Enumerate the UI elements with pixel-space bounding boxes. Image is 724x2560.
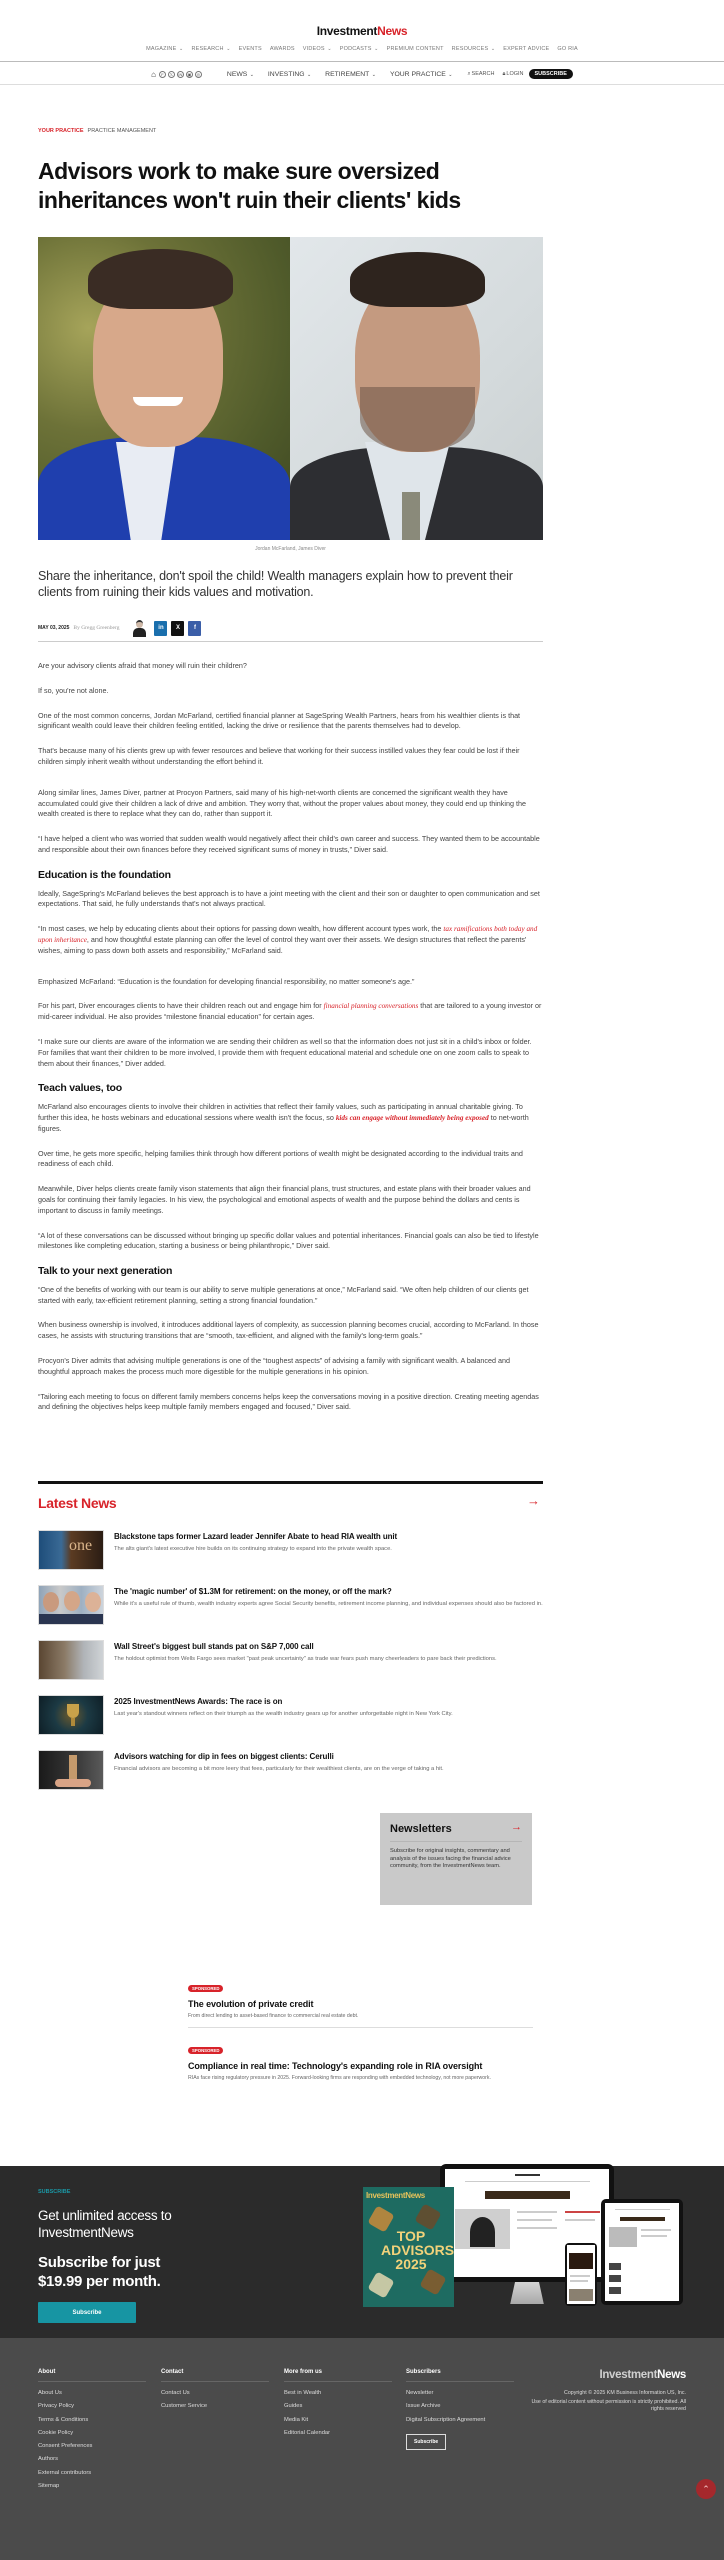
paragraph: “One of the benefits of working with our team is our ability to serve multiple generations at once,” McFarland said. “We often help children of our clients get started with early, tax-efficient retirement planning, setting a strong financial foundation.” xyxy=(38,1284,529,1305)
linkedin-icon[interactable]: IN xyxy=(178,71,183,77)
topnav-magazine[interactable] xyxy=(146,46,183,52)
instagram-icon[interactable]: ◎ xyxy=(196,71,201,77)
footer-column-about xyxy=(38,2369,146,2496)
article-dek: Share the inheritance, don't spoil the child! Wealth managers explain how to prevent their clients from ruining their kids values and motivation. xyxy=(38,569,513,599)
section-heading: Talk to your next generation xyxy=(38,1265,173,1278)
footer-column-title: About xyxy=(38,2369,146,2382)
paragraph: Ideally, SageSpring's McFarland believes the best approach is to have a joint meeting with the client and their son or daughter to open communication and set expectations. That said, he fully understands that's not always practical. xyxy=(38,888,540,909)
devices-promo-image xyxy=(363,2157,683,2327)
footer-link[interactable]: Cookie Policy xyxy=(38,2429,74,2436)
news-desc: Financial advisors are becoming a bit more leery that fees, particularly for their wealthiest clients, are on the verge of taking a hit. xyxy=(114,1766,444,1772)
text: to net-worth figures. xyxy=(38,1112,529,1133)
tablet-mockup xyxy=(601,2199,683,2305)
article-headline: Advisors work to make sure oversized inheritances won't ruin their clients' kids xyxy=(38,158,461,213)
byline xyxy=(38,619,201,637)
footer-column-title: Subscribers xyxy=(406,2369,514,2382)
chevron-down-icon: ⌄ xyxy=(372,46,379,52)
facebook-icon[interactable]: F xyxy=(159,71,166,78)
topnav-events[interactable]: EVENTS xyxy=(238,46,262,52)
footer-column-contact xyxy=(161,2369,269,2417)
image-caption: Jordan McFarland, James Diver xyxy=(255,546,326,552)
footer-link[interactable]: About Us xyxy=(38,2390,62,2396)
paragraph xyxy=(38,1102,543,1134)
text: , and how thoughtful estate planning can offer the level of control they want over their assets. We design structures that reflect the parents' wishes, aiming to pass down both assets and responsibility,” McFarland said. xyxy=(38,934,527,955)
mainnav-label: RETIREMENT xyxy=(325,70,370,78)
mainnav-label: YOUR PRACTICE xyxy=(389,70,446,78)
paragraph: When business ownership is involved, it introduces additional layers of complexity, as succession planning becomes crucial, according to McFarland. In those cases, he assists with structuring transitions that are “smooth, tax-efficient, and aligned with the family's long-term goals.” xyxy=(38,1320,539,1341)
newsletter-card[interactable] xyxy=(380,1813,532,1905)
lock-icon: 🔒︎ xyxy=(502,70,506,77)
news-item[interactable] xyxy=(38,1750,543,1805)
magazine-logo: InvestmentNews xyxy=(366,2191,425,2200)
divider xyxy=(390,1841,522,1842)
logo-text-investment: Investment xyxy=(316,24,378,38)
logo-text-investment: Investment xyxy=(599,2369,658,2381)
paragraph: Are your advisory clients afraid that money will ruin their children? xyxy=(38,661,247,670)
footer-link[interactable]: Contact Us xyxy=(161,2390,190,2396)
logo-text-news: News xyxy=(377,24,408,38)
share-x-button[interactable]: X xyxy=(171,621,184,636)
news-item[interactable] xyxy=(38,1695,543,1750)
subscribe-cta-button[interactable]: Subscribe xyxy=(38,2302,136,2323)
latest-news-list xyxy=(38,1530,543,1805)
main-navigation xyxy=(0,66,724,82)
sponsored-badge: SPONSORED xyxy=(188,2047,223,2054)
text: that are tailored to a young investor or mid-career individual. He also provides “milestone financial education” for certain ages. xyxy=(38,1001,542,1022)
mainnav-label: NEWS xyxy=(226,70,248,78)
section-heading: Education is the foundation xyxy=(38,868,171,881)
topnav-videos[interactable] xyxy=(303,46,332,52)
search-button[interactable] xyxy=(467,71,494,78)
news-title[interactable]: Blackstone taps former Lazard leader Jennifer Abate to head RIA wealth unit xyxy=(114,1532,398,1541)
topnav-research[interactable] xyxy=(191,46,230,52)
sponsored-item[interactable] xyxy=(188,2039,538,2081)
site-logo[interactable] xyxy=(0,24,724,38)
footer-link[interactable]: Best in Wealth xyxy=(284,2390,322,2396)
news-item[interactable] xyxy=(38,1530,543,1585)
news-desc: The holdout optimist from Wells Fargo sees market "past peak uncertainty" as trade war fears push many cheerleaders to pare back their predictions. xyxy=(114,1656,497,1662)
footer-subscribe-button[interactable]: Subscribe xyxy=(406,2434,446,2450)
author-avatar[interactable] xyxy=(132,619,146,637)
mainnav-label: INVESTING xyxy=(267,70,305,78)
sponsored-item[interactable] xyxy=(188,1977,538,2019)
sponsored-badge: SPONSORED xyxy=(188,1985,223,1992)
paragraph: “A lot of these conversations can be discussed without bringing up specific dollar values and potential inheritances. Financial goals can also be tied to lifestyle milestones like completing education, starting a business or being philanthropic,” Diver said. xyxy=(38,1230,539,1251)
inline-link[interactable]: kids can engage without immediately being exposed xyxy=(335,1113,489,1122)
sponsored-desc: RIAs face rising regulatory pressure in 2025. Forward-looking firms are responding with embedded technology, not more paperwork. xyxy=(188,2075,491,2081)
magazine-cover xyxy=(363,2187,454,2307)
breadcrumb xyxy=(38,128,156,134)
footer-link[interactable]: Issue Archive xyxy=(406,2403,441,2410)
chevron-up-icon: ⌃ xyxy=(702,2483,710,2494)
inline-link[interactable]: financial planning conversations xyxy=(323,1002,419,1011)
article-body xyxy=(38,661,543,1427)
topnav-go-ria[interactable]: GO RIA xyxy=(557,46,578,52)
logo-text-news: News xyxy=(657,2369,686,2381)
share-facebook-button[interactable]: f xyxy=(188,621,201,636)
footer-link[interactable]: External contributors xyxy=(38,2469,92,2476)
phone-mockup xyxy=(565,2243,597,2306)
news-thumbnail xyxy=(38,1750,104,1790)
footer-link[interactable]: Guides xyxy=(284,2403,303,2410)
footer-column-title: More from us xyxy=(284,2369,392,2382)
subscribe-headline: Get unlimited access to InvestmentNews xyxy=(38,2208,172,2240)
monitor-stand xyxy=(503,2282,551,2304)
topnav-label: PODCASTS xyxy=(339,46,372,52)
paragraph xyxy=(38,1001,543,1023)
mainnav-retirement[interactable] xyxy=(325,71,376,78)
paragraph: Emphasized McFarland: “Education is the foundation for developing financial responsibility, no matter someone's age.” xyxy=(38,976,415,986)
text: For his part, Diver encourages clients to have their children reach out and engage him for xyxy=(38,1001,324,1011)
login-button[interactable] xyxy=(502,71,523,78)
youtube-icon[interactable]: ▣ xyxy=(187,71,192,77)
news-title[interactable]: The 'magic number' of $1.3M for retirement: on the money, or off the mark? xyxy=(114,1587,392,1596)
chevron-down-icon: ⌄ xyxy=(446,71,453,78)
chevron-down-icon: ⌄ xyxy=(305,71,312,78)
subscribe-offer: Subscribe for just $19.99 per month. xyxy=(38,2254,161,2290)
news-item[interactable] xyxy=(38,1640,543,1695)
topnav-label: RESOURCES xyxy=(451,46,489,52)
paragraph: That's because many of his clients grew up with fewer resources and believe that working for their success instilled values they fear could be lost if their children simply inherit wealth without understanding the effort behind it. xyxy=(38,746,520,766)
divider xyxy=(188,2027,533,2028)
mainnav-news[interactable] xyxy=(227,71,254,78)
paragraph: One of the most common concerns, Jordan McFarland, certified financial planner at SageSpring Wealth Partners, hears from his wealthier clients is that significant wealth could leave their children feeling entitled, lacking the drive or resilience that the parents themselves had to develop. xyxy=(38,710,521,731)
footer-link[interactable]: Editorial Calendar xyxy=(284,2429,331,2436)
topnav-awards[interactable]: AWARDS xyxy=(269,46,295,52)
topnav-expert-advice[interactable]: EXPERT ADVICE xyxy=(503,46,550,52)
chevron-down-icon: ⌄ xyxy=(224,46,231,52)
paragraph: Over time, he gets more specific, helping families think through how different portions of wealth might be designated according to the individual traits and readiness of each child. xyxy=(38,1148,523,1169)
newsletter-title: Newsletters xyxy=(390,1823,452,1835)
footer-link[interactable]: Digital Subscription Agreement xyxy=(406,2416,486,2423)
divider xyxy=(0,61,724,62)
footer-column-more xyxy=(284,2369,392,2443)
section-heading: Teach values, too xyxy=(38,1082,122,1095)
search-label: SEARCH xyxy=(471,71,495,77)
arrow-right-icon[interactable]: → xyxy=(527,1493,540,1508)
footer-column-subscribers xyxy=(406,2369,514,2450)
chevron-down-icon: ⌄ xyxy=(325,46,332,52)
footer-link[interactable]: Privacy Policy xyxy=(38,2403,75,2410)
paragraph: “I have helped a client who was worried that sudden wealth would negatively affect their child's own career and success. They wanted them to be accountable and responsible about their own finances before they received significant sums of money in trusts,” Diver said. xyxy=(38,834,540,854)
news-item[interactable] xyxy=(38,1585,543,1640)
newsletter-desc: Subscribe for original insights, commentary and analysis of the issues facing the financial advice community, from the InvestmentNews team. xyxy=(390,1848,511,1869)
mainnav-your-practice[interactable] xyxy=(390,71,453,78)
back-to-top-button[interactable] xyxy=(696,2479,716,2499)
topnav-premium-content[interactable]: PREMIUM CONTENT xyxy=(386,46,444,52)
news-title[interactable]: Advisors watching for dip in fees on biggest clients: Cerulli xyxy=(114,1752,334,1761)
news-thumbnail xyxy=(38,1640,104,1680)
social-links xyxy=(151,70,202,79)
paragraph xyxy=(38,924,543,956)
text: McFarland also encourages clients to involve their children in activities that reflect their family values, such as participating in annual charitable giving. To further this idea, he hosts webinars and educational sessions where wealth isn't the focus, so xyxy=(38,1102,523,1122)
footer-column-title: Contact xyxy=(161,2369,269,2382)
topnav-label: MAGAZINE xyxy=(146,46,177,52)
news-title[interactable]: 2025 InvestmentNews Awards: The race is on xyxy=(114,1697,283,1706)
news-thumbnail: one xyxy=(38,1530,104,1570)
publish-date: MAY 03, 2025 xyxy=(38,625,70,631)
arrow-right-icon: → xyxy=(511,1821,522,1833)
paragraph: Procyon's Diver admits that advising multiple generations is one of the “toughest aspects” of advising a family with significant wealth. A balanced and thoughtful approach makes the process much more digestible for the multiple generations in his opinion. xyxy=(38,1356,511,1376)
photo-james-diver xyxy=(290,237,543,540)
news-thumbnail xyxy=(38,1695,104,1735)
x-icon[interactable]: 𝕏 xyxy=(169,71,174,77)
search-icon: ⌕ xyxy=(467,70,471,77)
paragraph: “Tailoring each meeting to focus on different family members concerns helps keep the conversations moving in a positive direction. Creating meeting agendas and defining the objectives helps keep multiple family members engaged and focused,” Diver said. xyxy=(38,1391,539,1412)
home-icon[interactable]: ⌂ xyxy=(151,69,156,79)
footer-link[interactable]: Media Kit xyxy=(284,2416,309,2423)
breadcrumb-practice-management[interactable]: PRACTICE MANAGEMENT xyxy=(87,128,157,134)
footer-logo[interactable] xyxy=(546,2369,686,2381)
divider xyxy=(38,641,543,642)
topnav-label: RESEARCH xyxy=(191,46,224,52)
subscribe-kicker: SUBSCRIBE xyxy=(38,2189,71,2195)
footer-link[interactable]: Terms & Conditions xyxy=(38,2416,89,2423)
news-desc: While it's a useful rule of thumb, wealth industry experts agree Social Security benefits, retirement income planning, and individual expenses should also be factored in. xyxy=(114,1601,543,1607)
sponsored-title[interactable]: The evolution of private credit xyxy=(188,1999,314,2009)
share-linkedin-button[interactable]: in xyxy=(154,621,167,636)
hero-image xyxy=(38,237,543,540)
divider xyxy=(38,1481,543,1484)
paragraph: Along similar lines, James Diver, partner at Procyon Partners, said many of his high-net-worth clients are concerned the significant wealth they have accumulated could give their children a lack of drive and ambition. They worry that, without the proper values about money, they could end up thinking the wealth created is there to replace what they can do, rather than support it. xyxy=(38,787,526,819)
paragraph: “I make sure our clients are aware of the information we are sending their children as well so that the information does not just sit in a child's inbox or folder. For families that want their children to be more involved, I provide them with frequent educational material and schedule one on one zoom calls to speak to them about their finances,” Diver added. xyxy=(38,1036,532,1068)
news-desc: Last year's standout winners reflect on their triumph as the wealth industry gears up for another unforgettable night in New York City. xyxy=(114,1711,453,1717)
latest-news-title[interactable]: Latest News xyxy=(38,1495,117,1511)
inline-link[interactable]: tax ramifications both today and upon inheritance xyxy=(38,925,538,944)
footer-link[interactable]: Newsletter xyxy=(406,2390,434,2396)
chevron-down-icon: ⌄ xyxy=(177,46,184,52)
footer-link[interactable]: Authors xyxy=(38,2456,58,2463)
rights-line: Use of editorial content without permission is strictly prohibited. All rights reserved xyxy=(531,2399,686,2412)
chevron-down-icon: ⌄ xyxy=(248,71,254,78)
chevron-down-icon: ⌄ xyxy=(489,46,496,52)
news-thumbnail xyxy=(38,1585,104,1625)
login-label: LOGIN xyxy=(506,71,524,77)
footer-link[interactable]: Customer Service xyxy=(161,2403,208,2410)
topnav-label: VIDEOS xyxy=(302,46,325,52)
chevron-down-icon: ⌄ xyxy=(370,71,376,78)
copyright-line: Copyright © 2025 KM Business Information US, Inc. xyxy=(564,2390,686,2396)
subscribe-button[interactable]: SUBSCRIBE xyxy=(529,69,573,79)
paragraph: Meanwhile, Diver helps clients create family vison statements that align their financial plans, trust structures, and estate plans with their broader values and goals for continuing their family legacies. In his view, the psychological and emotional aspects of wealth and the purpose behind the dollars and cents is important to discuss in family meetings. xyxy=(38,1184,531,1215)
news-desc: The alts giant's latest executive hire builds on its continuing strategy to expand into the private wealth space. xyxy=(114,1546,392,1552)
breadcrumb-your-practice[interactable]: YOUR PRACTICE xyxy=(38,128,84,134)
magazine-cover-text: TOP ADVISORS 2025 xyxy=(381,2228,455,2272)
footer-link[interactable]: Consent Preferences xyxy=(38,2443,93,2450)
paragraph: If so, you're not alone. xyxy=(38,685,109,695)
news-title[interactable]: Wall Street's biggest bull stands pat on S&P 7,000 call xyxy=(114,1642,314,1651)
photo-jordan-mcfarland xyxy=(38,237,290,540)
mainnav-investing[interactable] xyxy=(268,71,311,78)
copyright xyxy=(530,2390,686,2413)
footer-link[interactable]: Sitemap xyxy=(38,2483,60,2490)
sponsored-title[interactable]: Compliance in real time: Technology's expanding role in RIA oversight xyxy=(188,2061,483,2071)
divider xyxy=(0,84,724,85)
top-navigation xyxy=(0,46,724,52)
text: “In most cases, we help by educating clients about their options for passing down wealth, how different account types work, the xyxy=(38,924,444,934)
author-link[interactable]: By Gregg Greenberg xyxy=(73,625,120,631)
topnav-resources[interactable] xyxy=(452,46,496,52)
sponsored-desc: From direct lending to asset-based finance to commercial real estate debt. xyxy=(188,2013,359,2019)
topnav-podcasts[interactable] xyxy=(340,46,379,52)
